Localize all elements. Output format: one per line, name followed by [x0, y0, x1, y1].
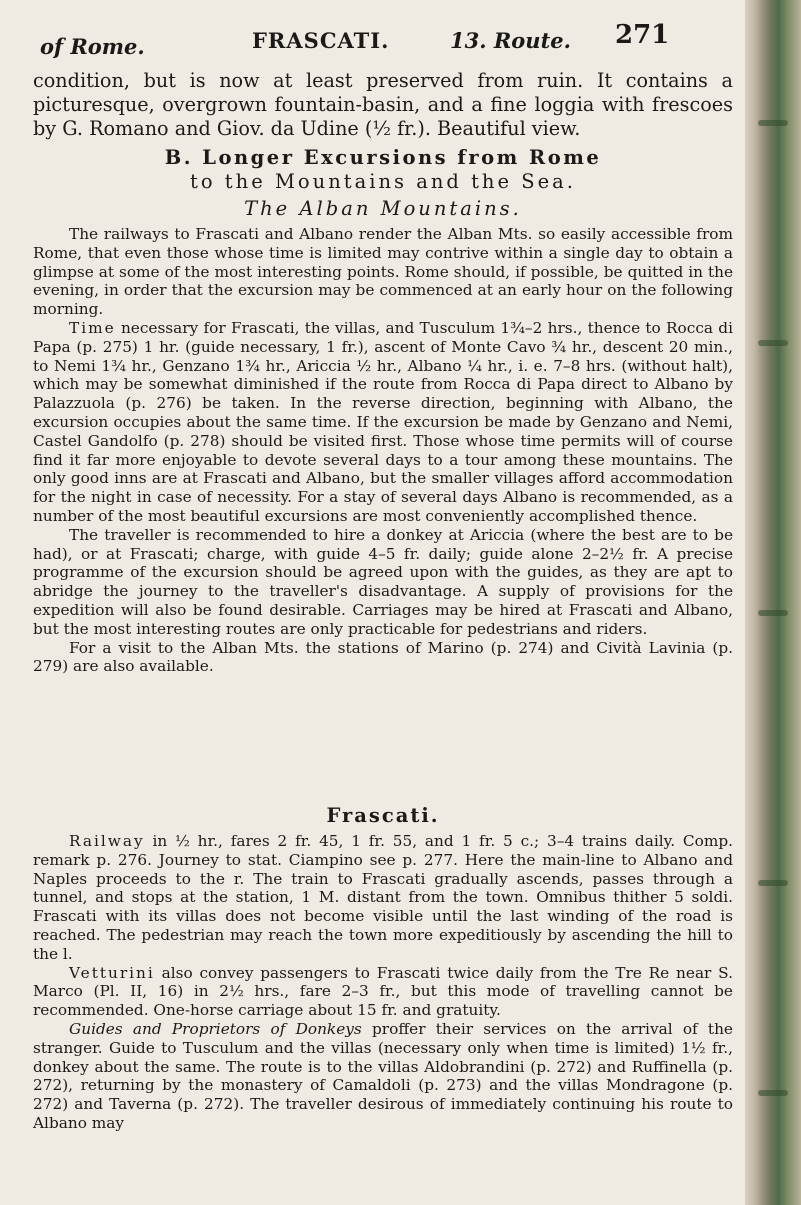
- paragraph: [33, 964, 733, 1020]
- paragraph-body: also convey passengers to Frascati twice daily from the Tre Re near S. Marco (Pl. II, 16) in 2½ hrs., fare 2–3 fr., but this mode of travelling cannot be recommended. One-horse carriage about 15 fr. and gratuity.: [33, 963, 733, 1020]
- frascati-heading: Frascati.: [326, 804, 440, 827]
- paragraph-lead: Railway: [69, 832, 145, 850]
- header-title: FRASCATI.: [252, 28, 390, 53]
- header-left: of Rome.: [40, 34, 145, 59]
- paragraph-lead: Time: [69, 318, 116, 337]
- paragraph: [33, 1020, 733, 1133]
- header-route: 13. Route.: [450, 28, 571, 53]
- edge-mark: [758, 880, 788, 886]
- paragraph: [33, 832, 733, 964]
- paragraph-lead: Vetturini: [69, 963, 155, 982]
- alban-mountains-text: [33, 225, 733, 676]
- frascati-text: [33, 832, 733, 1133]
- page-edge: [745, 0, 801, 1205]
- section-heading: B. Longer Excursions from Rome: [164, 146, 602, 169]
- edge-mark: [758, 1090, 788, 1096]
- running-header: [40, 20, 670, 60]
- paragraph-body: proffer their services on the arrival of the stranger. Guide to Tusculum and the villas (necessary only when time is limited) 1½ fr., donkey about the same. The route is to the villas Aldobrandini (p. 272) and Ruffinella (p. 272), returning by the monastery of Camaldoli (p. 273) and the villas Mondragone (p. 272) and Taverna (p. 272). The traveller desirous of immediately continuing his route to Albano may: [33, 1019, 733, 1132]
- paragraph-body: in ½ hr., fares 2 fr. 45, 1 fr. 55, and 1 fr. 5 c.; 3–4 trains daily. Comp. remark p. 276. Journey to stat. Ciampino see p. 277. Here the main-line to Albano and Naples proceeds to the r. The train to Frascati gradually ascends, passes through a tunnel, and stops at the station, 1 M. distant from the town. Omnibus thither 5 soldi. Frascati with its villas does not become visible until the last winding of the road is reached. The pedestrian may reach the town more expeditiously by ascending the hill to the l.: [33, 832, 733, 963]
- paragraph-body: necessary for Frascati, the villas, and Tusculum 1¾–2 hrs., thence to Rocca di Papa (p. 275) 1 hr. (guide necessary, 1 fr.), ascent of Monte Cavo ¾ hr., descent 20 min., to Nemi 1¾ hr., Genzano 1¾ hr., Ariccia ½ hr., Albano ¼ hr., i. e. 7–8 hrs. (without halt), which may be somewhat diminished if the route from Rocca di Papa direct to Albano by Palazzuola (p. 276) be taken. In the reverse direction, beginning with Albano, the excursion occupies about the same time. If the excursion be made by Genzano and Nemi, Castel Gandolfo (p. 278) should be visited first. Those whose time permits will of course find it far more enjoyable to devote several days to a tour among these mountains. The only good inns are at Frascati and Albano, but the smaller villages afford accommodation for the night in case of necessity. For a stay of several days Albano is recommended, as a number of the most beautiful excursions are most conveniently accomplished thence.: [33, 318, 733, 525]
- page-number: 271: [615, 20, 670, 50]
- subsection-heading: The Alban Mountains.: [244, 197, 522, 220]
- paragraph: [33, 319, 733, 526]
- intro-paragraph: condition, but is now at least preserved from ruin. It contains a picturesque, overgrown fountain-basin, and a fine loggia with frescoes by G. Romano and Giov. da Udine (½ fr.). Beautiful view.: [33, 69, 733, 140]
- section-heading-line2: to the Mountains and the Sea.: [190, 170, 576, 193]
- paragraph: The traveller is recommended to hire a donkey at Ariccia (where the best are to be had), or at Frascati; charge, with guide 4–5 fr. daily; guide alone 2–2½ fr. A precise programme of the excursion should be agreed upon with the guides, as they are apt to abridge the journey to the traveller's disadvantage. A supply of provisions for the expedition will also be found desirable. Carriages may be hired at Frascati and Albano, but the most interesting routes are only practicable for pedestrians and riders.: [33, 525, 733, 638]
- edge-mark: [758, 610, 788, 616]
- intro-block: [33, 69, 733, 141]
- edge-mark: [758, 340, 788, 346]
- paragraph-lead: Guides and Proprietors of Donkeys: [69, 1019, 362, 1038]
- edge-mark: [758, 120, 788, 126]
- paragraph: For a visit to the Alban Mts. the stations of Marino (p. 274) and Cività Lavinia (p. 279) are also available.: [33, 638, 733, 676]
- paragraph: The railways to Frascati and Albano render the Alban Mts. so easily accessible from Rome, that even those whose time is limited may contrive within a single day to obtain a glimpse at some of the most interesting points. Rome should, if possible, be quitted in the evening, in order that the excursion may be commenced at an early hour on the following morning.: [33, 225, 733, 319]
